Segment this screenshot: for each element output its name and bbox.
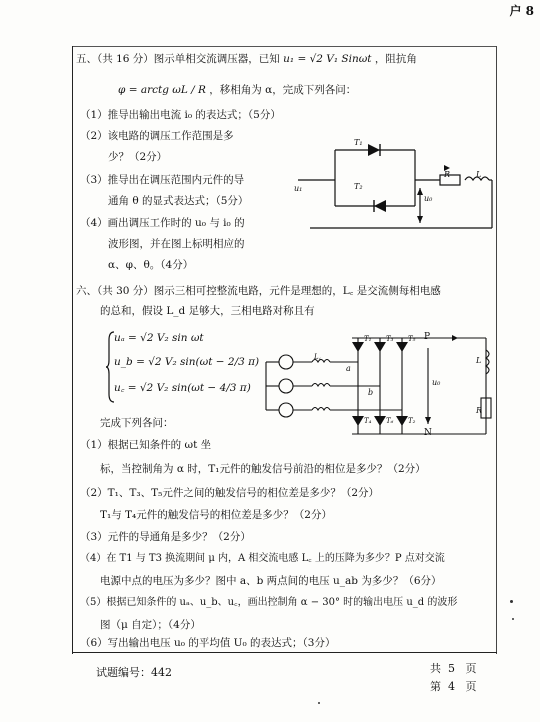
- q6-label-t4: T₄: [364, 417, 372, 425]
- q6-label-a: a: [346, 364, 351, 373]
- q6-label-t5: T₅: [408, 335, 416, 343]
- q5-intro: 五、（共 16 分）图示单相交流调压器，已知: [76, 53, 280, 65]
- q6-label-t3: T₃: [386, 335, 394, 343]
- current-page: [430, 678, 477, 694]
- q6-item-1a: （1）根据已知条件的 ωt 坐: [80, 439, 212, 451]
- q6-label-t6: T₆: [386, 417, 394, 425]
- q6-label-n: N: [424, 428, 432, 438]
- q5-label-u0: u₀: [424, 194, 433, 203]
- q6-eq-b: u_b = √2 V₂ sin(ωt − 2/3 π): [114, 356, 260, 368]
- current-label: 第: [430, 680, 441, 693]
- q6-eq-c: u꜀ = √2 V₂ sin(ωt − 4/3 π): [114, 382, 251, 394]
- q6-item-2b: T₁与 T₄元件的触发信号的相位差是多少？（2分）: [100, 509, 332, 521]
- q5-line1: [76, 52, 417, 66]
- q6-label-b: b: [368, 388, 374, 397]
- q6-item-5b: 图（μ 自定）；（4分）: [100, 619, 201, 631]
- q6-complete: 完成下列各问：: [100, 417, 174, 429]
- frame-left: [72, 46, 73, 654]
- q5-phi-expression: φ = arctg ωL / R: [118, 84, 206, 96]
- q6-item-6: （6）写出输出电压 u₀ 的平均值 U₀ 的表达式；（3分）: [80, 637, 336, 649]
- q5-item-2b: 少？（2分）: [108, 151, 168, 163]
- scan-speck: [510, 600, 513, 603]
- q6-line2: 的总和，假设 L_d 足够大，三相电路对称且有: [100, 305, 315, 317]
- q5-line2: [118, 83, 356, 97]
- q6-three-phase-rectifier-circuit: [262, 328, 496, 444]
- q5-item-3b: 通角 θ 的显式表达式；（5分）: [108, 195, 249, 207]
- q6-item-2a: （2）T₁、T₃、T₅元件之间的触发信号的相位差是多少？（2分）: [80, 487, 379, 499]
- q6-item-1b: 标，当控制角为 α 时，T₁元件的触发信号前沿的相位是多少？（2分）: [100, 463, 426, 475]
- q6-label-t2: T₂: [408, 417, 416, 425]
- exam-number-label: 试题编号：: [96, 666, 151, 679]
- page-unit-2: 页: [465, 680, 477, 693]
- total-pages-value: 5: [448, 662, 455, 675]
- exam-number: [96, 664, 172, 680]
- q5-ac-regulator-circuit: [290, 128, 500, 238]
- q6-label-p: P: [424, 332, 431, 342]
- q6-eq-a: uₐ = √2 V₂ sin ωt: [114, 332, 204, 344]
- q6-item-5a: （5）根据已知条件的 uₐ、u_b、u꜀，画出控制角 α − 30° 时的输出电压 u_d 的波形: [80, 597, 458, 608]
- q6-label-l: L: [476, 356, 482, 365]
- corner-mark: 户 8: [509, 4, 534, 18]
- q5-label-t2: T₂: [354, 182, 363, 191]
- frame-top: [72, 46, 497, 47]
- q5-item-2a: （2）该电路的调压工作范围是多: [80, 130, 234, 142]
- total-pages: [430, 660, 477, 676]
- q5-label-r: R: [444, 170, 451, 179]
- q5-label-l: L: [476, 170, 482, 179]
- q5-item-3a: （3）推导出在调压范围内元件的导: [80, 174, 245, 186]
- q5-item-1: （1）推导出输出电流 i₀ 的表达式；（5分）: [80, 109, 281, 121]
- q6-line1: 六、（共 30 分）图示三相可控整流电路，元件是理想的，L꜀ 是交流侧每相电感: [76, 285, 441, 297]
- q5-instruction: ，移相角为 α，完成下列各问：: [209, 84, 357, 96]
- page-unit: 页: [465, 662, 477, 675]
- scan-speck: [318, 702, 320, 704]
- q6-label-lc: L꜀: [314, 353, 322, 361]
- q6-label-u0: u₀: [432, 378, 441, 387]
- q5-item-4b: 波形图，并在图上标明相应的: [108, 238, 245, 250]
- q5-impedance-label: ，阻抗角: [374, 53, 417, 65]
- q5-u1-expression: u₁ = √2 V₁ Sinωt: [283, 53, 372, 65]
- exam-number-value: 442: [151, 666, 172, 679]
- total-label: 共: [430, 662, 441, 675]
- q5-label-u1: u₁: [294, 184, 303, 193]
- q6-item-4b: 电源中点的电压为多少？图中 a、b 两点间的电压 u_ab 为多少？（6分）: [100, 575, 442, 587]
- frame-bottom: [72, 652, 497, 653]
- current-page-value: 4: [448, 680, 455, 693]
- scan-speck: [512, 618, 514, 620]
- q5-label-t1: T₁: [354, 138, 363, 147]
- q6-label-t1: T₁: [364, 335, 372, 343]
- q6-item-3: （3）元件的导通角是多少？（2分）: [80, 531, 251, 543]
- q5-item-4c: α、φ、θ。（4分）: [108, 259, 194, 271]
- q6-label-r: R: [476, 406, 483, 415]
- q6-item-4a: （4）在 T1 与 T3 换流期间 μ 内，A 相交流电感 L꜀ 上的压降为多少？P 点对交流: [80, 553, 445, 564]
- q5-item-4a: （4）画出调压工作时的 u₀ 与 i₀ 的: [80, 217, 245, 229]
